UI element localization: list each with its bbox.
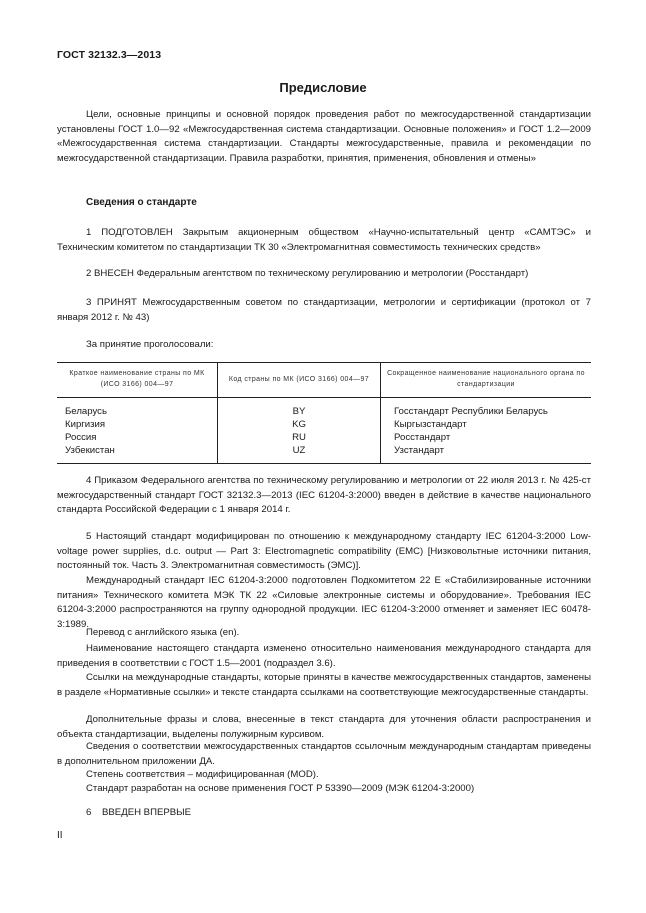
item-2-paragraph: 2 ВНЕСЕН Федеральным агентством по техническому регулированию и метрологии (Росстандарт) bbox=[86, 268, 529, 279]
item-5-paragraph-6: Дополнительные фразы и слова, внесенные в текст стандарта для уточнения области распространения и объекта стандартизации, выделены полужирным курсивом. bbox=[57, 714, 591, 740]
item-6-paragraph: 6 ВВЕДЕН ВПЕРВЫЕ bbox=[86, 807, 192, 818]
cell-code: KG bbox=[218, 418, 381, 431]
table-row bbox=[57, 431, 591, 444]
table-header-body: Сокращенное наименование национального органа по стандартизации bbox=[381, 363, 592, 398]
cell-country: Беларусь bbox=[65, 406, 107, 417]
item-5-paragraph-3: Перевод с английского языка (en). bbox=[86, 627, 240, 638]
cell-country: Узбекистан bbox=[57, 444, 218, 464]
item-5-paragraph-4: Наименование настоящего стандарта изменено относительно наименования международного стандарта для приведения в соответствии с ГОСТ 1.5—2001 (подраздел 3.6). bbox=[57, 643, 591, 669]
cell-body: Росстандарт bbox=[381, 431, 592, 444]
intro-paragraph: Цели, основные принципы и основной порядок проведения работ по межгосударственной стандартизации установлены ГОСТ 1.0—92 «Межгосударственная система стандартизации. Основные положения» и ГОСТ 1.2—2009 «Межгосударственная система стандартизации. Стандарты межгосударственные, правила и рекомендации по межгосударственной стандартизации. Правила разработки, принятия, применения, обновления и отмены» bbox=[57, 109, 591, 164]
item-5-paragraph-1: 5 Настоящий стандарт модифицирован по отношению к международному стандарту IEC 61204-3:2000 Low-voltage power supplies, d.c. output — Part 3: Electromagnetic compatibility (EMC) [Низковольтные источники питания, постоянный ток. Часть 3. Электромагнитная совместимость (ЭМС)]. bbox=[57, 531, 591, 572]
cell-code: BY bbox=[218, 398, 381, 419]
item-3-paragraph: 3 ПРИНЯТ Межгосударственным советом по стандартизации, метрологии и сертификации (протокол от 7 января 2012 г. № 43) bbox=[57, 297, 591, 323]
item-1-paragraph: 1 ПОДГОТОВЛЕН Закрытым акционерным обществом «Научно-испытательный центр «САМТЭС» и Техническим комитетом по стандартизации ТК 30 «Электромагнитная совместимость технических средств» bbox=[57, 227, 591, 253]
cell-country: Россия bbox=[65, 432, 97, 443]
page-number: II bbox=[57, 830, 63, 841]
item-5-paragraph-2: Международный стандарт IEC 61204-3:2000 подготовлен Подкомитетом 22 E «Стабилизированные источники питания» Технического комитета МЭК ТК 22 «Силовые электронные системы и оборудование». Требования IEC 61204-3:2000 распространяются на группу однородной продукции. IEC 61204-3:2000 отменяет и заменяет IEC 60478-3:1989. bbox=[57, 575, 591, 630]
cell-code: RU bbox=[218, 431, 381, 444]
table-header-country: Краткое наименование страны по МК (ИСО 3166) 004—97 bbox=[57, 363, 218, 398]
page-title: Предисловие bbox=[279, 80, 367, 95]
item-5-paragraph-7: Сведения о соответствии межгосударственных стандартов ссылочным международным стандартам приведены в дополнительном приложении ДА. bbox=[57, 741, 591, 767]
item-5-paragraph-8: Степень соответствия – модифицированная (MOD). bbox=[86, 769, 319, 780]
table-header-row bbox=[57, 363, 591, 398]
document-code: ГОСТ 32132.3—2013 bbox=[57, 49, 162, 61]
cell-code: UZ bbox=[218, 444, 381, 464]
vote-intro: За принятие проголосовали: bbox=[86, 339, 214, 350]
cell-country: Киргизия bbox=[65, 419, 106, 430]
cell-body: Узстандарт bbox=[381, 444, 592, 464]
voting-table bbox=[57, 362, 591, 464]
table-header-code: Код страны по МК (ИСО 3166) 004—97 bbox=[218, 363, 381, 398]
item-5-paragraph-9: Стандарт разработан на основе применения ГОСТ Р 53390—2009 (МЭК 61204-3:2000) bbox=[86, 783, 475, 794]
cell-body: Госстандарт Республики Беларусь bbox=[381, 398, 592, 419]
table-row bbox=[57, 418, 591, 431]
item-4-paragraph: 4 Приказом Федерального агентства по техническому регулированию и метрологии от 22 июля 2013 г. № 425-ст межгосударственный стандарт ГОСТ 32132.3—2013 (IEC 61204-3:2000) введен в действие в качестве национального стандарта Российской Федерации с 1 января 2014 г. bbox=[57, 475, 591, 516]
table-row bbox=[57, 398, 591, 419]
item-5-paragraph-5: Ссылки на международные стандарты, которые приняты в качестве межгосударственных стандартов, заменены в разделе «Нормативные ссылки» и тексте стандарта ссылками на соответствующие межгосударственные стандарты. bbox=[57, 672, 591, 698]
table-row bbox=[57, 444, 591, 464]
section-title: Сведения о стандарте bbox=[86, 197, 197, 208]
cell-body: Кыргызстандарт bbox=[381, 418, 592, 431]
